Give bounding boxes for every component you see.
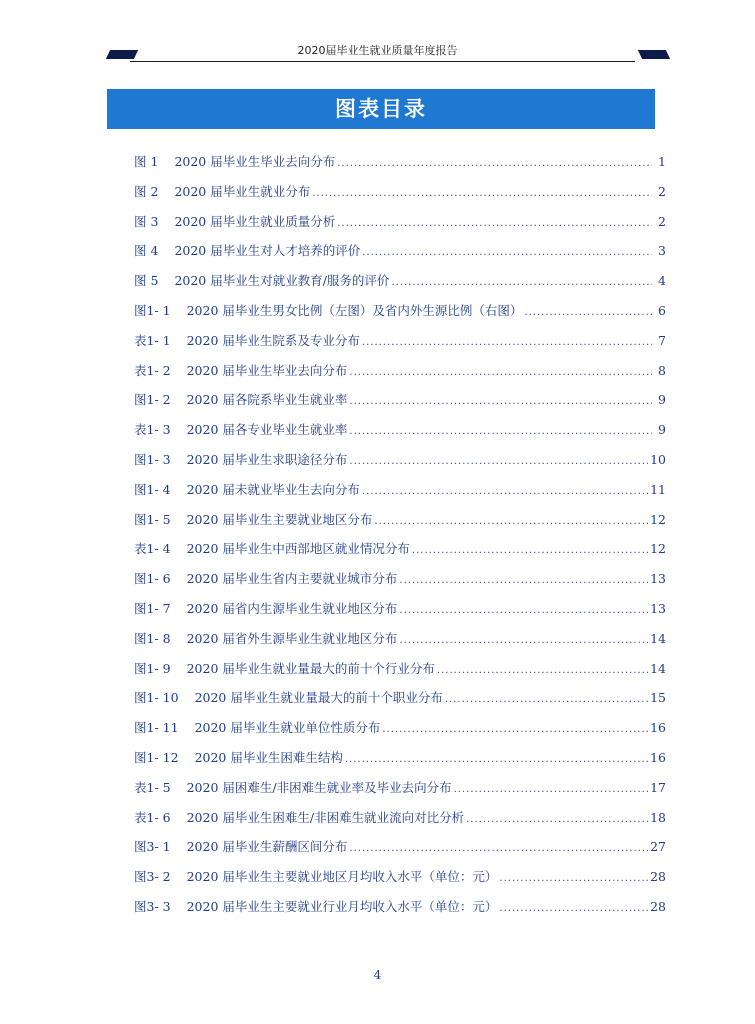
toc-entry-page: 11: [650, 481, 666, 497]
toc-leader-dots: [362, 244, 652, 262]
toc-entry[interactable]: [134, 151, 666, 173]
toc-entry[interactable]: [134, 628, 666, 650]
toc-entry-label: 表1- 6: [134, 809, 171, 825]
toc-entry-title: 2020 届毕业生就业质量分析: [174, 213, 336, 229]
toc-entry-title: 2020 届未就业毕业生去向分布: [186, 481, 360, 497]
toc-entry-title: 2020 届各专业毕业生就业率: [186, 422, 348, 438]
toc-entry-title: 2020 届困难生/非困难生就业率及毕业去向分布: [186, 779, 452, 795]
toc-entry-label: 表1- 5: [134, 779, 171, 795]
toc-leader-dots: [382, 721, 648, 739]
toc-entry[interactable]: [134, 568, 666, 590]
toc-entry[interactable]: [134, 270, 666, 292]
toc-leader-dots: [337, 215, 652, 233]
toc-entry-page: 1: [658, 154, 666, 169]
toc-entry-title: 2020 届各院系毕业生就业率: [186, 392, 348, 408]
toc-entry-title: 2020 届毕业生院系及专业分布: [186, 332, 360, 348]
toc-leader-dots: [345, 751, 648, 769]
toc-entry-label: 图1- 5: [134, 511, 171, 527]
toc-entry-title: 2020 届毕业生就业分布: [174, 183, 311, 199]
toc-entry-page: 17: [650, 779, 666, 795]
toc-entry-page: 16: [650, 750, 666, 765]
toc-entry[interactable]: [134, 389, 666, 411]
toc-entry[interactable]: [134, 866, 666, 888]
header-rule: [130, 61, 635, 62]
toc-leader-dots: [466, 811, 648, 829]
toc-entry[interactable]: [134, 479, 666, 501]
toc-entry-title: 2020 届毕业生中西部地区就业情况分布: [186, 541, 410, 557]
toc-entry[interactable]: [134, 836, 666, 858]
toc-entry-page: 27: [650, 839, 666, 855]
toc-entry-title: 2020 届毕业生主要就业地区月均收入水平（单位：元）: [186, 869, 498, 885]
toc-entry-label: 图1- 10: [134, 690, 179, 706]
toc-entry-label: 图1- 12: [134, 750, 179, 765]
toc-entry-page: 13: [650, 601, 666, 616]
toc-leader-dots: [362, 334, 652, 352]
toc-entry-page: 10: [650, 452, 666, 467]
toc-entry-title: 2020 届毕业生主要就业地区分布: [186, 511, 373, 527]
toc-entry[interactable]: [134, 509, 666, 531]
toc-leader-dots: [374, 513, 648, 531]
toc-entry-page: 28: [650, 869, 666, 885]
toc-entry-label: 图1- 1: [134, 303, 171, 318]
toc-entry-page: 3: [658, 243, 666, 259]
toc-entry[interactable]: [134, 598, 666, 620]
toc-entry-page: 15: [650, 690, 666, 706]
toc-entry-label: 表1- 2: [134, 362, 171, 378]
toc-entry-title: 2020 届毕业生困难生结构: [194, 750, 343, 765]
toc-entry-page: 13: [650, 571, 666, 587]
toc-entry[interactable]: [134, 419, 666, 441]
toc-entry-label: 图1- 11: [134, 720, 179, 736]
toc-entry[interactable]: [134, 360, 666, 382]
toc-entry-page: 8: [658, 362, 666, 378]
toc-leader-dots: [499, 870, 648, 888]
toc-entry-title: 2020 届毕业生省内主要就业城市分布: [186, 571, 398, 587]
toc-entry-title: 2020 届毕业生困难生/非困难生就业流向对比分析: [186, 809, 465, 825]
toc-leader-dots: [412, 542, 648, 560]
toc-leader-dots: [349, 423, 652, 441]
toc-entry-title: 2020 届毕业生就业量最大的前十个职业分布: [194, 690, 443, 706]
toc-entry-page: 14: [650, 660, 666, 676]
toc-leader-dots: [399, 632, 648, 650]
toc-entry-page: 16: [650, 720, 666, 736]
toc-entry-title: 2020 届毕业生对人才培养的评价: [174, 243, 361, 259]
toc-entry-page: 7: [658, 332, 666, 348]
toc-entry[interactable]: [134, 717, 666, 739]
toc-leader-dots: [454, 781, 648, 799]
toc-entry-label: 图 5: [134, 273, 159, 289]
toc-entry-title: 2020 届毕业生就业单位性质分布: [194, 720, 381, 736]
toc-entry-title: 2020 届毕业生毕业去向分布: [174, 154, 336, 169]
toc-entry-label: 图 3: [134, 213, 159, 229]
toc-entry-label: 图1- 7: [134, 601, 171, 616]
toc-entry-title: 2020 届毕业生毕业去向分布: [186, 362, 348, 378]
running-header: 2020届毕业生就业质量年度报告: [297, 44, 458, 57]
toc-entry[interactable]: [134, 300, 666, 322]
toc-entry[interactable]: [134, 777, 666, 799]
toc-leader-dots: [349, 364, 652, 382]
toc-entry-page: 14: [650, 630, 666, 646]
toc-entry-title: 2020 届省外生源毕业生就业地区分布: [186, 630, 398, 646]
toc-entry[interactable]: [134, 449, 666, 471]
toc-entry-title: 2020 届毕业生主要就业行业月均收入水平（单位：元）: [186, 899, 498, 914]
toc-entry-label: 图1- 4: [134, 481, 171, 497]
toc-entry[interactable]: [134, 896, 666, 918]
toc-entry-page: 12: [650, 511, 666, 527]
toc-entry-label: 图1- 2: [134, 392, 171, 408]
toc-entry[interactable]: [134, 538, 666, 560]
toc-entry-title: 2020 届毕业生对就业教育/服务的评价: [174, 273, 390, 289]
toc-entry-label: 图1- 9: [134, 660, 171, 676]
toc-leader-dots: [312, 185, 652, 203]
toc-entry[interactable]: [134, 330, 666, 352]
toc-leader-dots: [349, 840, 648, 858]
toc-leader-dots: [499, 900, 648, 918]
toc-entry[interactable]: [134, 747, 666, 769]
toc-leader-dots: [445, 691, 648, 709]
toc-entry[interactable]: [134, 687, 666, 709]
toc-entry-label: 表1- 1: [134, 332, 171, 348]
toc-leader-dots: [524, 304, 652, 322]
toc-entry-page: 18: [650, 809, 666, 825]
toc-entry-page: 4: [658, 273, 666, 289]
header-right-mark: [638, 50, 670, 59]
toc-leader-dots: [391, 274, 652, 292]
toc-entry-page: 2: [658, 183, 666, 199]
section-title: 图表目录: [107, 89, 655, 129]
toc-entry-label: 图1- 8: [134, 630, 171, 646]
toc-entry-page: 12: [650, 541, 666, 557]
toc-entry[interactable]: [134, 807, 666, 829]
toc-entry-page: 2: [658, 213, 666, 229]
toc-entry-label: 图3- 3: [134, 899, 171, 914]
toc-entry-label: 表1- 3: [134, 422, 171, 438]
toc-entry-label: 图 1: [134, 154, 159, 169]
toc-entry-label: 图1- 3: [134, 452, 171, 467]
toc-leader-dots: [399, 572, 648, 590]
toc-leader-dots: [362, 483, 648, 501]
toc-entry-label: 图 2: [134, 183, 159, 199]
toc-leader-dots: [337, 155, 652, 173]
toc-leader-dots: [349, 393, 652, 411]
toc-leader-dots: [437, 662, 648, 680]
toc-entry-title: 2020 届毕业生求职途径分布: [186, 452, 348, 467]
toc-entry-title: 2020 届毕业生男女比例（左图）及省内外生源比例（右图）: [186, 303, 523, 318]
toc-leader-dots: [399, 602, 648, 620]
toc-entry-page: 9: [658, 392, 666, 408]
page-number: 4: [373, 968, 382, 982]
toc-entry-label: 图3- 2: [134, 869, 171, 885]
toc-entry-label: 图3- 1: [134, 839, 171, 855]
toc-leader-dots: [349, 453, 648, 471]
toc-entry-title: 2020 届毕业生就业量最大的前十个行业分布: [186, 660, 435, 676]
toc-entry-page: 6: [658, 303, 666, 318]
toc-entry-label: 表1- 4: [134, 541, 171, 557]
toc-entry-title: 2020 届毕业生薪酬区间分布: [186, 839, 348, 855]
toc-entry[interactable]: [134, 181, 666, 203]
toc-entry[interactable]: [134, 211, 666, 233]
toc-entry-page: 9: [658, 422, 666, 438]
toc-entry-page: 28: [650, 899, 666, 914]
toc-entry[interactable]: [134, 240, 666, 262]
toc-entry[interactable]: [134, 658, 666, 680]
toc-entry-title: 2020 届省内生源毕业生就业地区分布: [186, 601, 398, 616]
toc-entry-label: 图 4: [134, 243, 159, 259]
toc-entry-label: 图1- 6: [134, 571, 171, 587]
